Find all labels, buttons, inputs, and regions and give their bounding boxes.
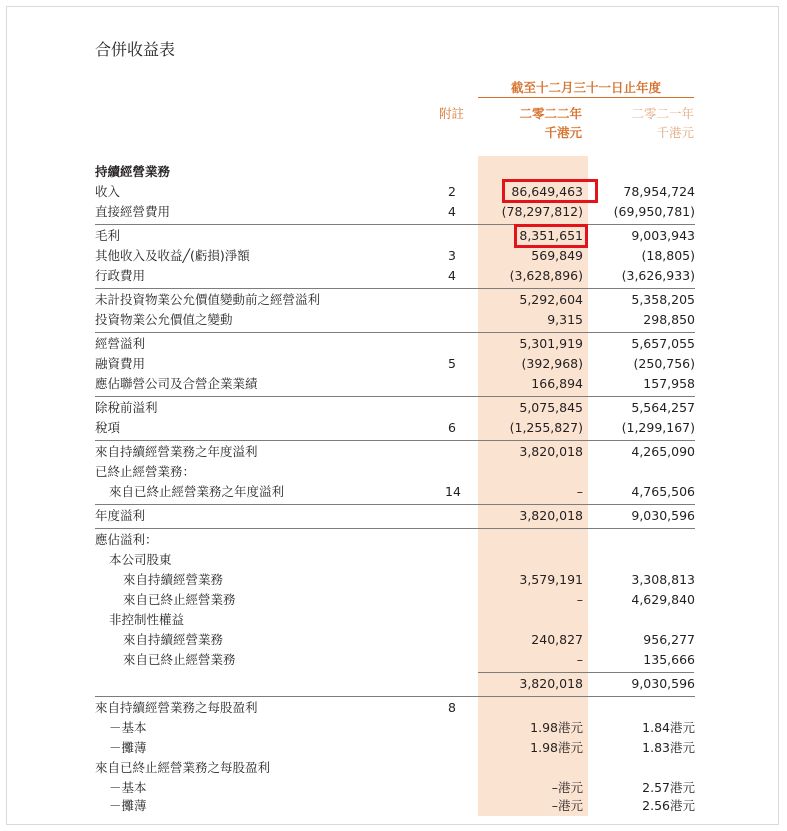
row-label: 未計投資物業公允價值變動前之經營溢利 bbox=[95, 292, 321, 307]
row-label: 經營溢利 bbox=[95, 336, 146, 351]
row-value-2022: –港元 bbox=[551, 780, 583, 795]
row-label: 來自持續經營業務 bbox=[123, 572, 224, 587]
row-value-2022: 569,849 bbox=[531, 248, 583, 263]
row-value-2022: 240,827 bbox=[531, 632, 583, 647]
row-label: 來自持續經營業務 bbox=[123, 632, 224, 647]
table-row bbox=[95, 778, 695, 798]
divider bbox=[95, 528, 695, 529]
row-value-2022: 8,351,651 bbox=[519, 228, 583, 243]
row-value-2022: 3,579,191 bbox=[519, 572, 583, 587]
row-value-2022: – bbox=[576, 652, 583, 667]
row-value-2021: 4,629,840 bbox=[631, 592, 695, 607]
row-label: 來自持續經營業務之每股盈利 bbox=[95, 700, 258, 715]
row-value-2021: 9,030,596 bbox=[631, 676, 695, 691]
table-row bbox=[95, 674, 695, 694]
row-value-2022: 5,292,604 bbox=[519, 292, 583, 307]
divider bbox=[95, 440, 695, 441]
page-title: 合併收益表 bbox=[95, 40, 176, 59]
row-value-2021: (250,756) bbox=[633, 356, 695, 371]
row-label: －攤薄 bbox=[109, 798, 147, 813]
row-value-2022: 86,649,463 bbox=[511, 184, 583, 199]
table-row bbox=[95, 398, 695, 418]
year-2021-unit: 千港元 bbox=[656, 125, 694, 140]
divider bbox=[95, 288, 695, 289]
row-value-2022: –港元 bbox=[551, 798, 583, 813]
row-value-2021: 78,954,724 bbox=[623, 184, 695, 199]
table-row bbox=[95, 266, 695, 286]
row-value-2021: (69,950,781) bbox=[613, 204, 695, 219]
row-value-2022: (78,297,812) bbox=[501, 204, 583, 219]
divider bbox=[95, 224, 695, 225]
row-note: 4 bbox=[448, 268, 456, 283]
row-label: －基本 bbox=[109, 720, 147, 735]
table-row bbox=[95, 758, 695, 778]
table-row bbox=[95, 246, 695, 266]
year-2021-column-header bbox=[590, 104, 694, 142]
row-value-2022: 166,894 bbox=[531, 376, 583, 391]
row-value-2021: (18,805) bbox=[641, 248, 695, 263]
row-value-2021: 9,003,943 bbox=[631, 228, 695, 243]
row-value-2021: 956,277 bbox=[643, 632, 695, 647]
row-label: 除稅前溢利 bbox=[95, 400, 158, 415]
period-header-rule bbox=[478, 97, 694, 98]
row-label: 來自已終止經營業務 bbox=[123, 592, 236, 607]
table-row bbox=[95, 550, 695, 570]
table-row bbox=[95, 418, 695, 438]
row-value-2022: 9,315 bbox=[547, 312, 583, 327]
row-label: 來自持續經營業務之年度溢利 bbox=[95, 444, 258, 459]
year-2021-label: 二零二一年 bbox=[631, 106, 694, 121]
row-value-2021: 4,265,090 bbox=[631, 444, 695, 459]
table-row bbox=[95, 162, 695, 182]
row-value-2021: 135,666 bbox=[643, 652, 695, 667]
row-note: 6 bbox=[448, 420, 456, 435]
table-row bbox=[95, 738, 695, 758]
row-value-2022: 3,820,018 bbox=[519, 508, 583, 523]
row-value-2022: – bbox=[576, 484, 583, 499]
row-label: 年度溢利 bbox=[95, 508, 146, 523]
table-row bbox=[95, 374, 695, 394]
divider bbox=[95, 504, 695, 505]
table-row bbox=[95, 334, 695, 354]
row-label: 其他收入及收益╱(虧損)淨額 bbox=[95, 248, 250, 263]
revenue-highlight-box bbox=[502, 179, 598, 203]
table-row bbox=[95, 610, 695, 630]
row-note: 4 bbox=[448, 204, 456, 219]
table-row bbox=[95, 530, 695, 550]
row-label: 來自已終止經營業務 bbox=[123, 652, 236, 667]
table-row bbox=[95, 590, 695, 610]
row-label: 非控制性權益 bbox=[109, 612, 185, 627]
table-row bbox=[95, 442, 695, 462]
gross-profit-highlight-box bbox=[514, 224, 588, 248]
table-row bbox=[95, 310, 695, 330]
row-value-2022: 5,301,919 bbox=[519, 336, 583, 351]
row-note: 14 bbox=[445, 484, 461, 499]
table-row bbox=[95, 570, 695, 590]
row-label: 毛利 bbox=[95, 228, 121, 243]
row-label: 融資費用 bbox=[95, 356, 146, 371]
row-label: 收入 bbox=[95, 184, 121, 199]
table-row bbox=[95, 698, 695, 718]
table-row bbox=[95, 718, 695, 738]
row-label: 本公司股東 bbox=[109, 552, 172, 567]
row-label: 應佔溢利： bbox=[95, 532, 158, 547]
period-header: 截至十二月三十一日止年度 bbox=[510, 80, 661, 95]
row-label: 來自已終止經營業務之年度溢利 bbox=[109, 484, 285, 499]
row-label: 行政費用 bbox=[95, 268, 146, 283]
subtotal-rule bbox=[478, 672, 694, 673]
row-value-2022: 1.98港元 bbox=[530, 740, 583, 755]
row-label: 來自已終止經營業務之每股盈利 bbox=[95, 760, 271, 775]
row-label: 已終止經營業務： bbox=[95, 464, 196, 479]
year-2022-column-header bbox=[478, 104, 582, 142]
row-value-2021: (3,626,933) bbox=[621, 268, 695, 283]
table-row bbox=[95, 290, 695, 310]
row-note: 5 bbox=[448, 356, 456, 371]
row-value-2022: 1.98港元 bbox=[530, 720, 583, 735]
notes-label: 附註 bbox=[438, 106, 464, 121]
row-value-2022: 3,820,018 bbox=[519, 676, 583, 691]
year-2022-unit: 千港元 bbox=[544, 125, 582, 140]
row-value-2021: 3,308,813 bbox=[631, 572, 695, 587]
row-value-2022: (3,628,896) bbox=[509, 268, 583, 283]
divider bbox=[95, 396, 695, 397]
row-value-2022: – bbox=[576, 592, 583, 607]
row-value-2022: (1,255,827) bbox=[509, 420, 583, 435]
row-value-2021: 5,358,205 bbox=[631, 292, 695, 307]
row-value-2021: 9,030,596 bbox=[631, 508, 695, 523]
row-value-2021: 5,564,257 bbox=[631, 400, 695, 415]
table-row bbox=[95, 506, 695, 526]
year-2022-label: 二零二二年 bbox=[519, 106, 582, 121]
row-value-2021: 1.83港元 bbox=[642, 740, 695, 755]
divider bbox=[95, 332, 695, 333]
row-label: 應佔聯營公司及合營企業業績 bbox=[95, 376, 258, 391]
row-label: －基本 bbox=[109, 780, 147, 795]
table-row bbox=[95, 630, 695, 650]
row-value-2021: 1.84港元 bbox=[642, 720, 695, 735]
row-label: 稅項 bbox=[95, 420, 121, 435]
table-row bbox=[95, 182, 695, 202]
row-label: 直接經營費用 bbox=[95, 204, 171, 219]
row-value-2021: 298,850 bbox=[643, 312, 695, 327]
table-row bbox=[95, 796, 695, 816]
row-label: 投資物業公允價值之變動 bbox=[95, 312, 233, 327]
table-row bbox=[95, 226, 695, 246]
row-note: 3 bbox=[448, 248, 456, 263]
row-value-2021: 2.56港元 bbox=[642, 798, 695, 813]
row-label: 持續經營業務 bbox=[95, 164, 171, 179]
table-row bbox=[95, 462, 695, 482]
row-value-2022: (392,968) bbox=[521, 356, 583, 371]
row-value-2021: 157,958 bbox=[643, 376, 695, 391]
row-value-2021: 5,657,055 bbox=[631, 336, 695, 351]
row-label: －攤薄 bbox=[109, 740, 147, 755]
row-value-2022: 3,820,018 bbox=[519, 444, 583, 459]
row-value-2021: 2.57港元 bbox=[642, 780, 695, 795]
table-row bbox=[95, 482, 695, 502]
row-value-2021: (1,299,167) bbox=[621, 420, 695, 435]
row-value-2022: 5,075,845 bbox=[519, 400, 583, 415]
row-note: 2 bbox=[448, 184, 456, 199]
table-row bbox=[95, 202, 695, 222]
divider bbox=[95, 696, 695, 697]
table-row bbox=[95, 354, 695, 374]
row-value-2021: 4,765,506 bbox=[631, 484, 695, 499]
row-note: 8 bbox=[448, 700, 456, 715]
notes-column-header bbox=[420, 104, 464, 123]
table-row bbox=[95, 650, 695, 670]
